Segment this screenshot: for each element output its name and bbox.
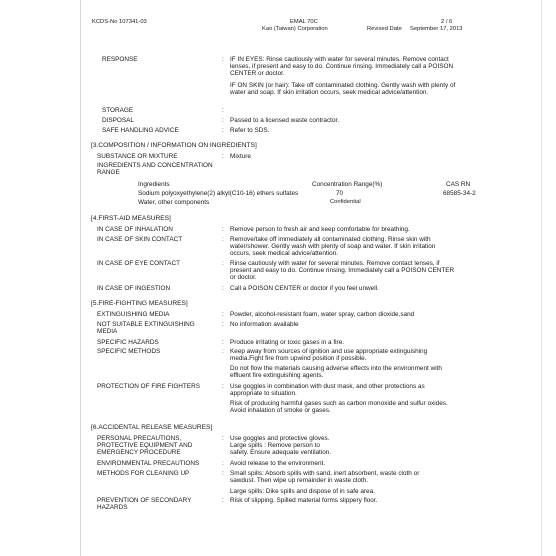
specific-methods-value-2: Do not flow the materials causing adverse effects into the environment with effluent fire extinguishing agents. [230,365,442,380]
colon: : [222,321,224,328]
colon: : [222,383,224,390]
specific-methods-label: SPECIFIC METHODS [97,348,161,355]
unsuitable-media-label: NOT SUITABLE EXTINGUISHING MEDIA [97,321,195,336]
section-5-title: [5.FIRE-FIGHTING MEASURES] [91,300,188,307]
colon: : [222,117,224,124]
col-concentration: Concentration Range(%) [312,181,383,188]
environmental-precautions-value: Avoid release to the environment. [230,460,326,467]
specific-hazards-label: SPECIFIC HAZARDS [97,339,159,346]
disposal-value: Passed to a licensed waste contractor. [230,117,340,124]
ingestion-value: Call a POISON CENTER or doctor if you feel unwell. [230,285,379,292]
environmental-precautions-label: ENVIRONMENTAL PRECAUTIONS [97,460,200,467]
personal-precautions-label: PERSONAL PRECAUTIONS, PROTECTIVE EQUIPMENT AND EMERGENCY PROCEDURE [97,435,193,457]
safe-handling-label: SAFE HANDLING ADVICE [102,127,179,134]
ingredient-cas: 68585-34-2 [443,190,476,197]
colon: : [222,236,224,243]
col-ingredients: Ingredients [138,181,170,188]
ingredient-name: Water, other components [138,199,210,206]
product-name: EMAL 70C [290,19,318,25]
colon: : [222,56,224,63]
colon: : [222,153,224,160]
extinguishing-media-label: EXTINGUISHING MEDIA [97,311,170,318]
unsuitable-media-value: No information available [230,321,299,328]
fire-fighters-protection-value-1: Use goggles in combination with dust mask, and other protections as appropriate to situation. [230,383,425,398]
eye-contact-label: IN CASE OF EYE CONTACT [97,260,180,267]
eye-contact-value: Rinse cautiously with water for several minutes. Remove contact lenses, if present and easy to do. Continue rinsing. Immediately call a POISON CENTER or doctor. [230,260,455,282]
company-name: Kao (Taiwan) Corporation [262,26,328,32]
revised-date: September 17, 2013 [410,26,463,32]
page-gutter-line [80,0,81,556]
secondary-hazards-value: Risk of slipping. Spilled material forms slippery floor. [230,497,378,504]
personal-precautions-value: Use goggles and protective gloves. Large spills : Remove person to safety. Ensure adequate ventilation. [230,435,332,457]
colon: : [222,127,224,134]
specific-methods-value-1: Keep away from sources of ignition and use appropriate extinguishing media.Fight fire from upwind position if possible. [230,348,428,363]
substance-value: Mixture [230,153,251,160]
cleaning-up-value-2: Large spills: Dike spills and dispose of in safe area. [230,488,375,495]
ingestion-label: IN CASE OF INGESTION [97,285,171,292]
response-label: RESPONSE [102,56,138,63]
response-eyes-text: IF IN EYES: Rinse cautiously with water for several minutes. Remove contact lenses, if present and easy to do. Continue rinsing. Immediately call a POISON CENTER or doctor. [230,56,454,78]
skin-contact-value: Remove/take off immediately all contaminated clothing. Rinse skin with water/shower. Gently wash with plenty of soap and water. If skin irritation occurs, seek medical advice/attention. [230,236,436,258]
doc-number: KCDS-No 107341-03 [92,19,147,25]
ingredient-conc: 70 [336,190,344,197]
colon: : [222,339,224,346]
colon: : [222,348,224,355]
section-3-title: [3.COMPOSITION / INFORMATION ON INGREDIENTS] [91,142,257,149]
substance-label: SUBSTANCE OR MIXTURE [97,153,178,160]
section-6-title: [6.ACCIDENTAL RELEASE MEASURES] [91,424,213,431]
colon: : [222,107,224,114]
cleaning-up-value-1: Small spills: Absorb spills with sand, inert absorbent, waste cloth or sawdust. Then wipe up remainder in waste cloth. [230,470,420,485]
extinguishing-media-value: Powder, alcohol-resistant foam, water spray, carbon dioxide,sand [230,311,415,318]
page-number: 2 / 6 [441,19,453,25]
colon: : [222,260,224,267]
specific-hazards-value: Produce irritating or toxic gases in a fire. [230,339,345,346]
secondary-hazards-label: PREVENTION OF SECONDARY HAZARDS [97,497,192,512]
colon: : [222,460,224,467]
response-skin-text: IF ON SKIN (or hair): Take off contaminated clothing. Gently wash with plenty of water and soap. If skin irritation occurs, seek medical advice/attention. [230,82,456,97]
ingredient-conc: Confidential [330,199,361,205]
skin-contact-label: IN CASE OF SKIN CONTACT [97,236,183,243]
colon: : [222,435,224,442]
col-cas: CAS RN [446,181,471,188]
inhalation-value: Remove person to fresh air and keep comfortable for breathing. [230,226,410,233]
colon: : [222,226,224,233]
colon: : [222,470,224,477]
disposal-label: DISPOSAL [102,117,134,124]
storage-label: STORAGE [102,107,134,114]
fire-fighters-protection-label: PROTECTION OF FIRE FIGHTERS [97,383,200,390]
fire-fighters-protection-value-2: Risk of producing harmful gases such as carbon monoxide and sulfur oxides. Avoid inhalation of smoke or gases. [230,400,448,415]
inhalation-label: IN CASE OF INHALATION [97,226,173,233]
colon: : [222,497,224,504]
revised-label: Revised Date [367,26,402,32]
ingredients-label: INGREDIENTS AND CONCENTRATION RANGE [97,162,213,177]
section-4-title: [4.FIRST-AID MEASURES] [91,215,171,222]
colon: : [222,311,224,318]
page-right-edge [541,0,542,556]
cleaning-up-label: METHODS FOR CLEANING UP [97,470,190,477]
ingredient-name: Sodium polyoxyethylene(2) alkyl(C10-16) ethers sulfates [138,190,299,197]
safe-handling-value: Refer to SDS. [230,127,270,134]
colon: : [222,285,224,292]
